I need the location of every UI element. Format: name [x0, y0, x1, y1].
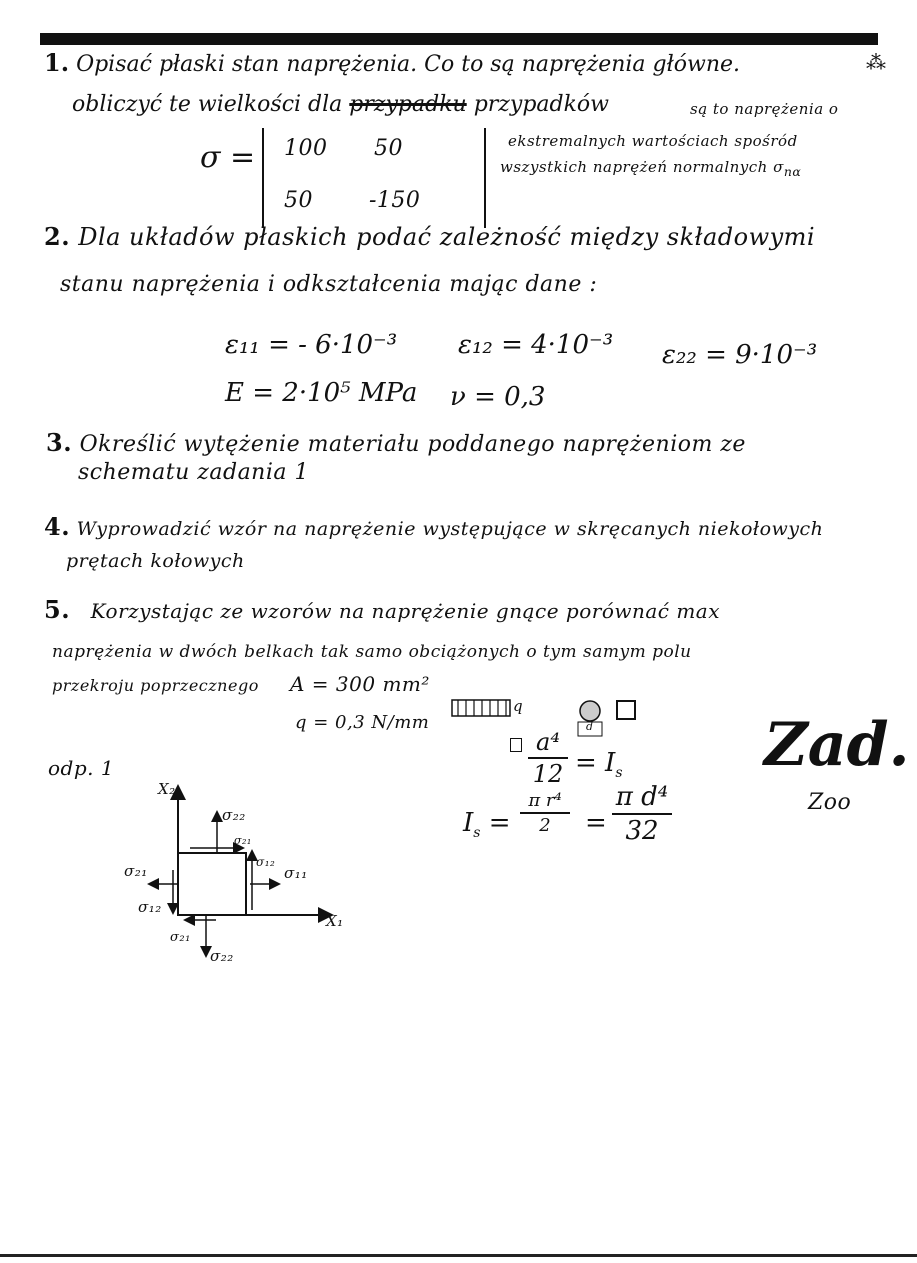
circle-formula-1: π r⁴ 2	[520, 790, 570, 836]
load-label: q	[513, 697, 524, 715]
circle-section-icon	[580, 701, 600, 721]
stress-label: σ₁₂	[256, 855, 276, 869]
stress-label: σ₂₁	[170, 930, 191, 945]
grade-note: Zoo	[808, 790, 852, 815]
task-1-line-2: obliczyć te wielkości dla przypadku przypadków	[72, 92, 610, 117]
stress-label: σ₂₂	[210, 947, 234, 965]
stress-label: σ₁₁	[284, 864, 308, 882]
circle-formula-2: π d⁴ 32	[612, 782, 672, 846]
equals-sign: =	[585, 808, 607, 838]
square-formula: a⁴ 12	[528, 728, 568, 788]
matrix-cell: -150	[369, 188, 421, 213]
scan-bottom-edge	[0, 1254, 917, 1257]
task-3-line-2: schematu zadania 1	[78, 460, 309, 485]
task-3-line-1: 3. Określić wytężenie materiału poddanego naprężeniom ze	[46, 428, 746, 457]
square-result: = $I_s$	[575, 748, 623, 782]
task-4-line-2: prętach kołowych	[66, 550, 245, 572]
task-5-line-3: przekroju poprzecznego	[52, 676, 259, 695]
stress-label: σ₂₁	[124, 862, 148, 880]
diameter-label: d	[586, 720, 594, 733]
task-4-line-1: 4. Wyprowadzić wzór na naprężenie występujące w skręcanych niekołowych	[44, 512, 824, 541]
stress-matrix	[262, 128, 486, 228]
axis-x2-label: X₂	[158, 780, 176, 798]
equation-nu: ν = 0,3	[450, 382, 546, 412]
square-section-icon	[617, 701, 635, 719]
task-5-line-1: 5. Korzystając ze wzorów na naprężenie gnące porównać max	[44, 595, 721, 624]
task-1-note-1: są to naprężenia o	[690, 100, 839, 118]
task-1-note-2: ekstremalnych wartościach spośród	[508, 132, 798, 150]
equation-E: E = 2·10⁵ MPa	[225, 378, 418, 408]
grade-signature: Zad.	[764, 710, 910, 780]
equation-eps22: ε₂₂ = 9·10⁻³	[662, 340, 818, 370]
given-load: q = 0,3 N/mm	[295, 712, 430, 733]
stress-label: σ₁₂	[138, 898, 162, 916]
matrix-cell: 50	[374, 136, 403, 161]
circle-lhs: $I_s$ =	[463, 808, 511, 842]
given-area: A = 300 mm²	[290, 672, 430, 696]
task-1-line-1: 1. Opisać płaski stan naprężenia. Co to są naprężenia główne.	[44, 48, 741, 77]
equation-eps12: ε₁₂ = 4·10⁻³	[458, 330, 614, 360]
task-1-note-3: wszystkich naprężeń normalnych $\sigma_{n\alpha}$	[500, 158, 802, 179]
scan-top-edge	[40, 33, 878, 45]
square-mini-icon	[510, 738, 522, 752]
stress-label: σ₂₂	[222, 806, 246, 824]
task-2-line-1: 2. Dla układów płaskich podać zależność między składowymi	[44, 222, 816, 251]
equation-eps11: ε₁₁ = - 6·10⁻³	[225, 330, 398, 360]
answer-label: odp. 1	[48, 756, 115, 780]
doodle-mark: ⁂	[866, 50, 887, 74]
task-2-line-2: stanu naprężenia i odkształcenia mając dane :	[60, 272, 598, 297]
matrix-cell: 100	[284, 136, 328, 161]
task-5-line-2: naprężenia w dwóch belkach tak samo obciążonych o tym samym polu	[52, 642, 692, 662]
stress-label: σ₂₁	[234, 834, 252, 847]
axis-x1-label: X₁	[326, 912, 344, 930]
matrix-cell: 50	[284, 188, 313, 213]
matrix-symbol: σ =	[200, 140, 256, 175]
stress-element	[178, 853, 246, 915]
